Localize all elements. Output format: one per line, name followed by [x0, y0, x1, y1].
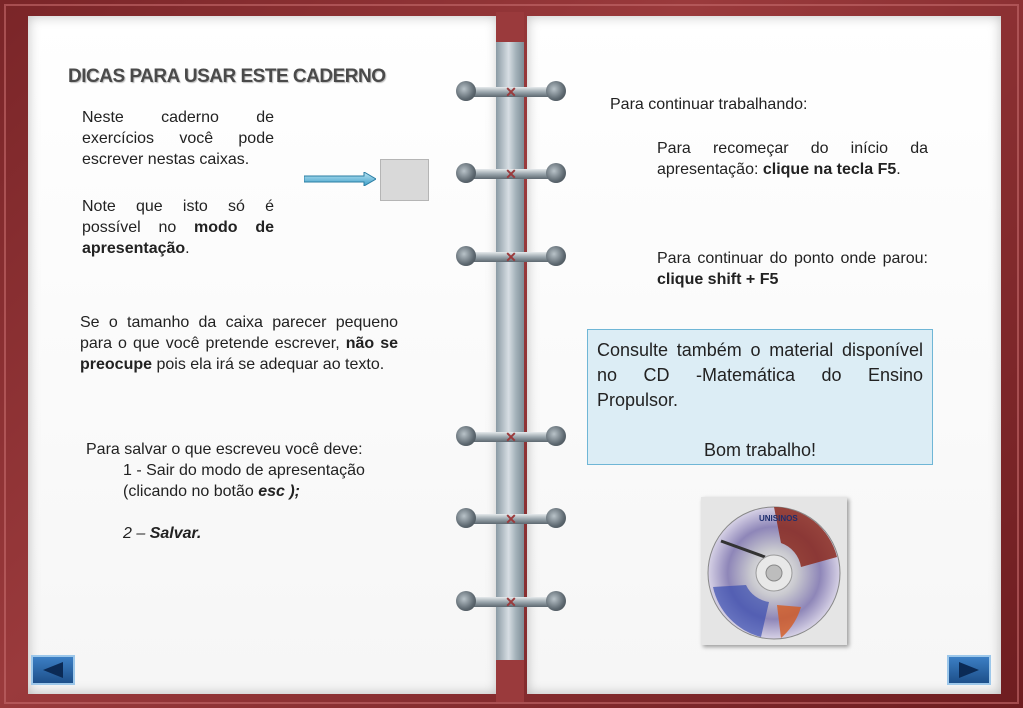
binder-ring: ✕ [456, 80, 566, 104]
cd-image [701, 497, 847, 645]
arrow-left-icon [43, 662, 63, 678]
arrow-right-icon [959, 662, 979, 678]
binder-ring: ✕ [456, 245, 566, 269]
intro-text: Neste caderno de exercícios você pode escrever nestas caixas. [82, 109, 274, 168]
cd-brand-label: UNISINOS [759, 514, 798, 523]
consult-text: Consulte também o material disponível no CD -Matemática do Ensino Propulsor. [597, 340, 923, 410]
closing-text: Bom trabalho! [703, 440, 817, 460]
box-size-text: Se o tamanho da caixa parecer pequeno para o que você pretende escrever, não se preocupe pois ela irá se adequar ao texto. [80, 314, 398, 373]
spine-top [496, 12, 524, 42]
cd-disc-icon [701, 497, 847, 645]
next-slide-button[interactable] [947, 655, 991, 685]
binder-ring: ✕ [456, 162, 566, 186]
binder-ring: ✕ [456, 425, 566, 449]
save-instructions: Para salvar o que escreveu você deve: 1 - Sair do modo de apresentação (clicando no botão esc ); 2 – Salvar. [86, 441, 365, 542]
spine-bottom [496, 660, 524, 702]
page-title: DICAS PARA USAR ESTE CADERNO [68, 66, 386, 87]
answer-text-box[interactable] [380, 159, 429, 201]
resume-text: Para continuar do ponto onde parou: clique shift + F5 [657, 250, 928, 288]
note-text: Note que isto só é possível no modo de apresentação. [82, 198, 274, 257]
restart-text: Para recomeçar do início da apresentação: clique na tecla F5. [657, 140, 928, 178]
binder-ring: ✕ [456, 590, 566, 614]
continue-heading: Para continuar trabalhando: [610, 96, 808, 113]
previous-slide-button[interactable] [31, 655, 75, 685]
consult-box [587, 329, 933, 465]
binder-ring: ✕ [456, 507, 566, 531]
arrow-right-icon [304, 172, 376, 186]
